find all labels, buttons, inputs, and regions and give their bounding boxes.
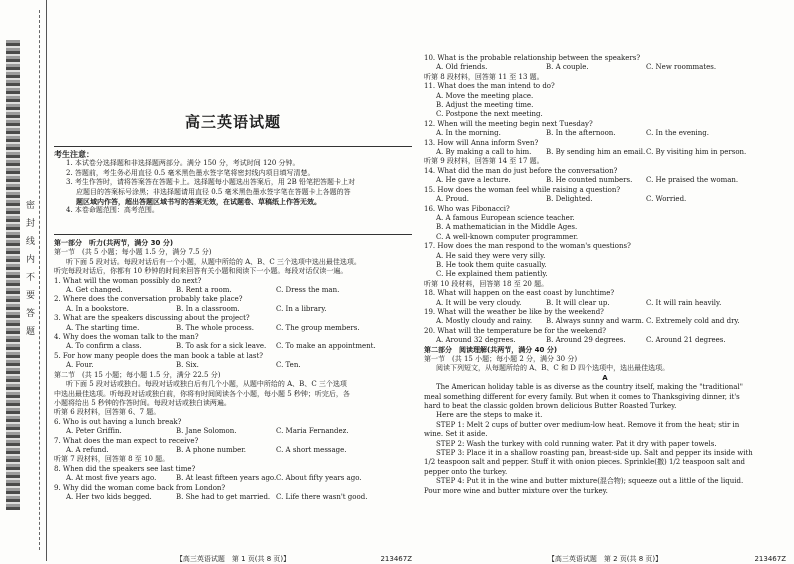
option: B. To ask for a sick leave. bbox=[176, 342, 267, 351]
paper-code: 213467Z bbox=[380, 555, 412, 563]
section-title: 第一节 (共 5 小题；每小题 1.5 分，满分 7.5 分) bbox=[54, 248, 212, 257]
option: A. Peter Griffin. bbox=[66, 427, 122, 436]
option: C. By visiting him in person. bbox=[646, 148, 747, 157]
option: C. To make an appointment. bbox=[276, 342, 376, 351]
passage-line: hard to beat the classic golden brown delicious Butter Roasted Turkey. bbox=[424, 402, 677, 411]
notice-line: 1. 本试卷分选择题和非选择题两部分。满分 150 分，考试时间 120 分钟。 bbox=[66, 159, 300, 168]
options bbox=[424, 63, 786, 72]
listening-continued bbox=[424, 54, 786, 496]
section-intro: 中选出最佳选项。听每段对话或独白前，你将有时间阅读各个小题，每小题 5 秒钟；听完后，各 bbox=[54, 389, 350, 398]
question: 18. What will happen on the east coast by lunchtime? bbox=[424, 289, 615, 298]
option: A. In the morning. bbox=[436, 129, 501, 138]
question: 3. What are the speakers discussing about the project? bbox=[54, 314, 250, 323]
question: 14. What did the man do just before the conversation? bbox=[424, 166, 618, 175]
options bbox=[54, 305, 412, 314]
option: B. Around 29 degrees. bbox=[546, 336, 626, 345]
option: B. Adjust the meeting time. bbox=[436, 101, 534, 110]
passage-line: wine. Set it aside. bbox=[424, 430, 488, 439]
material-note: 听第 8 段材料，回答第 11 至 13 题。 bbox=[424, 72, 544, 81]
options bbox=[54, 446, 412, 455]
passage-line: STEP 3: Place it in a shallow roasting pan, breast-side up. Salt and pepper its inside with bbox=[436, 449, 753, 458]
notice-line: 题区域内作答，超出答题区域书写的答案无效，在试题卷、草稿纸上作答无效。 bbox=[76, 197, 321, 207]
option: C. Around 21 degrees. bbox=[646, 336, 726, 345]
listening-section bbox=[54, 239, 412, 502]
option: B. A mathematician in the Middle Ages. bbox=[436, 223, 578, 232]
question: 4. Why does the woman talk to the man? bbox=[54, 333, 199, 342]
options bbox=[424, 299, 786, 308]
footer-label: 【高三英语试题 第 2 页(共 8 页)】 bbox=[547, 555, 663, 563]
section-intro: 听下面 5 段对话或独白。每段对话或独白后有几个小题，从题中所给的 A、B、C 三个选项 bbox=[66, 380, 347, 389]
notice-line: 应题目的答案标号涂黑；非选择题请用直径 0.5 毫米黑色墨水签字笔在答题卡上各题的答 bbox=[76, 187, 351, 196]
section-intro: 阅读下列短文，从每题所给的 A、B、C 和 D 四个选项中，选出最佳选项。 bbox=[436, 364, 670, 373]
question: 17. How does the man respond to the woman's questions? bbox=[424, 242, 631, 251]
option: C. A short message. bbox=[276, 445, 347, 454]
notice-heading: 考生注意： bbox=[54, 150, 94, 159]
question: 10. What is the probable relationship between the speakers? bbox=[424, 54, 641, 62]
option: A. At most five years ago. bbox=[66, 474, 157, 483]
notice-line: 4. 本卷命题范围：高考范围。 bbox=[66, 206, 159, 215]
option: A. Move the meeting place. bbox=[436, 91, 534, 100]
option: B. He counted numbers. bbox=[546, 176, 633, 185]
question: 11. What does the man intend to do? bbox=[424, 82, 555, 91]
option: A. Mostly cloudy and rainy. bbox=[436, 317, 533, 326]
option: A. He gave a lecture. bbox=[436, 176, 511, 185]
option: C. A well-known computer programmer. bbox=[436, 232, 579, 241]
passage-line: STEP 2: Wash the turkey with cold running water. Pat it dry with paper towels. bbox=[436, 439, 717, 448]
option: A. Four. bbox=[66, 361, 94, 370]
option: A. The starting time. bbox=[66, 323, 140, 332]
question: 7. What does the man expect to receive? bbox=[54, 436, 199, 445]
option: A. It will be very cloudy. bbox=[436, 298, 522, 307]
options bbox=[54, 474, 412, 483]
passage-line: STEP 4: Put it in the wine and butter mixture(混合物); squeeze out a little of the liquid. bbox=[436, 477, 744, 486]
binding-warning: 密封线内不要答题 bbox=[24, 200, 34, 344]
option: C. Ten. bbox=[276, 361, 301, 370]
passage-line: Here are the steps to make it. bbox=[436, 411, 543, 420]
option: B. By sending him an email. bbox=[546, 148, 646, 157]
option: B. Rent a room. bbox=[176, 286, 232, 295]
options bbox=[54, 342, 412, 351]
section-title: 第一节 (共 15 小题；每小题 2 分，满分 30 分) bbox=[424, 355, 578, 363]
option: C. He praised the woman. bbox=[646, 176, 739, 185]
option: B. Jane Solomon. bbox=[176, 427, 237, 436]
question: 9. Why did the woman come back from London? bbox=[54, 483, 226, 492]
option: C. Postpone the next meeting. bbox=[436, 110, 543, 119]
notice-box bbox=[54, 150, 412, 216]
option: B. She had to get married. bbox=[176, 492, 271, 501]
options bbox=[424, 176, 786, 185]
option: A. Her two kids begged. bbox=[66, 492, 152, 501]
option: A. Proud. bbox=[436, 195, 469, 204]
paper-code: 213467Z bbox=[754, 555, 786, 563]
passage-label: A bbox=[602, 373, 608, 382]
option: C. The group members. bbox=[276, 323, 360, 332]
footer-label: 【高三英语试题 第 1 页(共 8 页)】 bbox=[175, 555, 291, 563]
question: 15. How does the woman feel while raising a question? bbox=[424, 185, 621, 194]
option: A. A refund. bbox=[66, 445, 109, 454]
option: A. Get changed. bbox=[66, 286, 123, 295]
options bbox=[424, 195, 786, 204]
option: B. A couple. bbox=[546, 63, 589, 72]
section-title: 第二节 (共 15 小题；每小题 1.5 分，满分 22.5 分) bbox=[54, 370, 221, 379]
option: B. It will clear up. bbox=[546, 298, 610, 307]
notice-line: 3. 考生作答时，请将答案答在答题卡上。选择题每小题选出答案后，用 2B 铅笔把答题卡上对 bbox=[66, 178, 355, 187]
part-title: 第一部分 听力(共两节，满分 30 分) bbox=[54, 239, 174, 247]
passage-line: The American holiday table is as diverse as the country itself, making the "traditional" bbox=[436, 383, 743, 392]
option: B. A phone number. bbox=[176, 445, 247, 454]
option: C. New roommates. bbox=[646, 63, 717, 72]
option: B. Six. bbox=[176, 361, 199, 370]
page-title: 高三英语试题 bbox=[184, 113, 281, 131]
option: C. Life there wasn't good. bbox=[276, 492, 368, 501]
barcode-strip bbox=[6, 40, 20, 510]
option: A. He said they were very silly. bbox=[436, 251, 546, 260]
option: C. Dress the man. bbox=[276, 286, 340, 295]
option: C. About fifty years ago. bbox=[276, 474, 362, 483]
passage-line: STEP 1: Melt 2 cups of butter over medium-low heat. Remove it from the heat; stir in bbox=[436, 420, 740, 429]
option: C. In a library. bbox=[276, 304, 327, 313]
option: C. He explained them patiently. bbox=[436, 270, 548, 279]
options bbox=[424, 336, 786, 345]
options bbox=[54, 286, 412, 295]
notice-line: 2. 答题前，考生务必用直径 0.5 毫米黑色墨水签字笔将密封线内项目填写清楚。 bbox=[66, 168, 315, 177]
option: C. Extremely cold and dry. bbox=[646, 317, 740, 326]
section-intro: 听完每段对话后，你都有 10 秒钟的时间来回答有关小题和阅读下一小题。每段对话仅读一遍。 bbox=[54, 267, 348, 276]
question: 16. Who was Fibonacci? bbox=[424, 204, 510, 213]
option: A. Around 32 degrees. bbox=[436, 336, 516, 345]
option: A. To confirm a class. bbox=[66, 342, 142, 351]
options bbox=[54, 361, 412, 370]
seal-line bbox=[39, 10, 40, 550]
passage-line: Pour more wine and butter mixture over the turkey. bbox=[424, 486, 608, 495]
option: B. In a classroom. bbox=[176, 304, 240, 313]
question: 2. Where does the conversation probably take place? bbox=[54, 295, 243, 304]
question: 13. How will Anna inform Sven? bbox=[424, 138, 539, 147]
question: 20. What will the temperature be for the weekend? bbox=[424, 326, 606, 335]
option: B. The whole process. bbox=[176, 323, 254, 332]
divider bbox=[54, 234, 412, 235]
question: 12. When will the meeting begin next Tuesday? bbox=[424, 119, 593, 128]
options bbox=[54, 493, 412, 502]
options bbox=[424, 129, 786, 138]
option: A. In a bookstore. bbox=[66, 304, 129, 313]
option: B. He took them quite casually. bbox=[436, 260, 547, 269]
binding-margin bbox=[0, 0, 47, 561]
option: A. By making a call to him. bbox=[436, 148, 532, 157]
material-note: 听第 10 段材料，回答第 18 至 20 题。 bbox=[424, 279, 549, 288]
section-intro: 小题将给出 5 秒钟的作答时间。每段对话或独白读两遍。 bbox=[54, 398, 231, 407]
option: B. Always sunny and warm. bbox=[546, 317, 644, 326]
option: A. A famous European science teacher. bbox=[436, 213, 575, 222]
passage-line: pepper onto the turkey. bbox=[424, 467, 508, 476]
option: C. Worried. bbox=[646, 195, 687, 204]
passage-line: 1/2 teaspoon salt and pepper. Stuff it with onion pieces. Sprinkle(撒) 1/2 teaspoon salt and bbox=[424, 458, 746, 467]
material-note: 听第 9 段材料，回答第 14 至 17 题。 bbox=[424, 157, 544, 166]
material-note: 听第 6 段材料，回答第 6、7 题。 bbox=[54, 408, 161, 417]
option: B. At least fifteen years ago. bbox=[176, 474, 277, 483]
options bbox=[424, 148, 786, 157]
option: A. Old friends. bbox=[436, 63, 488, 72]
option: C. It will rain heavily. bbox=[646, 298, 722, 307]
divider bbox=[54, 146, 412, 147]
options bbox=[54, 324, 412, 333]
section-intro: 听下面 5 段对话。每段对话后有一个小题，从题中所给的 A、B、C 三个选项中选出最佳选项。 bbox=[66, 257, 361, 266]
option: B. In the afternoon. bbox=[546, 129, 616, 138]
options bbox=[424, 317, 786, 326]
question: 8. When did the speakers see last time? bbox=[54, 464, 196, 473]
part-title: 第二部分 阅读理解(共两节，满分 40 分) bbox=[424, 345, 558, 354]
passage-line: meal something different for every family. But when it comes to Thanksgiving dinner, it's bbox=[424, 392, 740, 401]
page-2 bbox=[424, 0, 786, 561]
option: B. Delighted. bbox=[546, 195, 593, 204]
material-note: 听第 7 段材料，回答第 8 至 10 题。 bbox=[54, 455, 170, 464]
question: 6. Who is out having a lunch break? bbox=[54, 417, 182, 426]
option: C. In the evening. bbox=[646, 129, 709, 138]
question: 1. What will the woman possibly do next? bbox=[54, 276, 202, 285]
question: 5. For how many people does the man book a table at last? bbox=[54, 351, 264, 360]
page-1 bbox=[54, 0, 412, 561]
question: 19. What will the weather be like by the weekend? bbox=[424, 307, 604, 316]
options bbox=[54, 427, 412, 436]
option: C. Maria Fernandez. bbox=[276, 427, 349, 436]
